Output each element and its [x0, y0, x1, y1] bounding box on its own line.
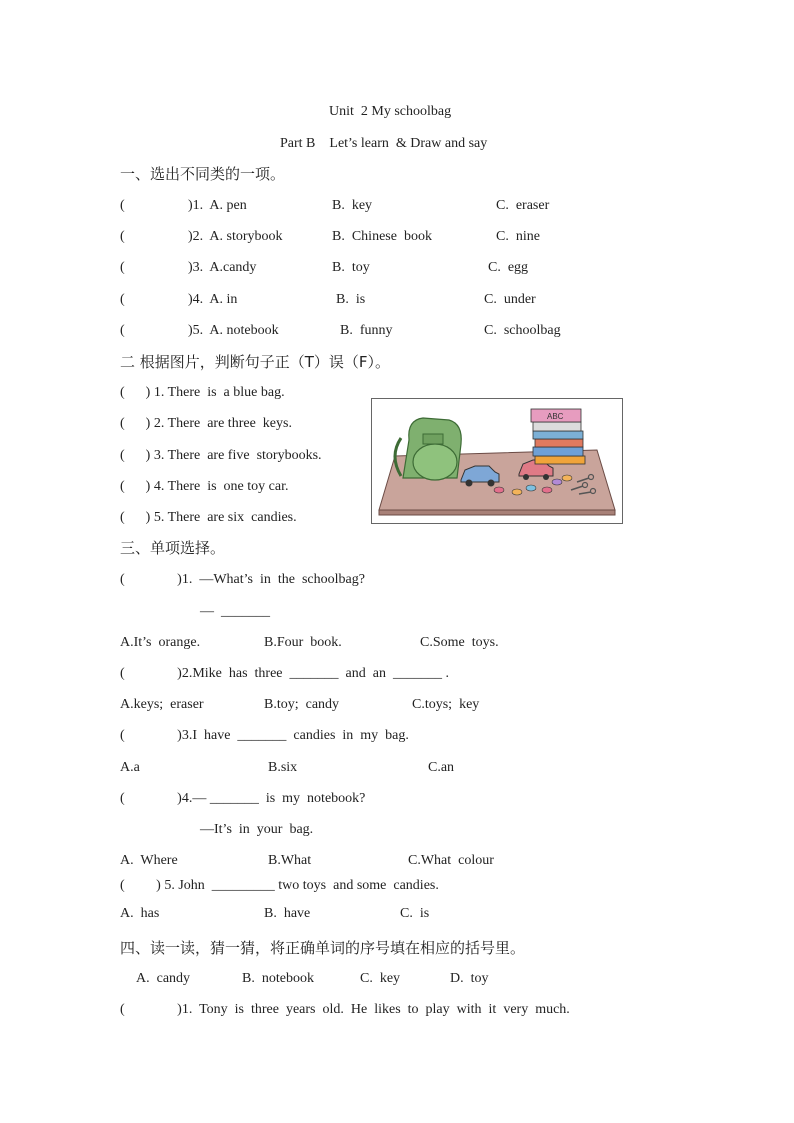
option-b: B. is [336, 292, 366, 307]
book-cover-label: ABC [547, 412, 564, 421]
option-c: C.Some toys. [420, 635, 499, 650]
question-1: ( )1. Tony is three years old. He likes to play with it very much. [120, 1002, 570, 1017]
list-item: ( ) 2. There are three keys. [120, 416, 292, 431]
option-a: )5. A. notebook [188, 323, 279, 338]
list-item: ( ) 1. There is a blue bag. [120, 385, 285, 400]
word-option-c: C. key [360, 971, 401, 986]
page-subtitle: Part B Let’s learn & Draw and say [280, 136, 488, 151]
section4-heading: 四、读一读，猜一猜，将正确单词的序号填在相应的括号里。 [120, 939, 526, 957]
option-b: B. key [332, 198, 373, 213]
list-item: ( ) 4. There is one toy car. [120, 479, 289, 494]
option-a: )2. A. storybook [188, 229, 283, 244]
question-2: ( )2.Mike has three _______ and an _______ . [120, 666, 449, 681]
option-c: C. schoolbag [484, 323, 561, 338]
section2-heading: 二 根据图片，判断句子正（T）误（F）。 [120, 353, 391, 371]
question-1: ( )1. —What’s in the schoolbag? [120, 572, 365, 587]
question-5: ( ) 5. John _________ two toys and some candies. [120, 878, 439, 893]
table-scene-illustration [371, 398, 623, 524]
option-c: C.toys; key [412, 697, 480, 712]
option-a: )3. A.candy [188, 260, 257, 275]
answer-paren: ( [120, 323, 125, 338]
option-b: B.six [268, 760, 298, 775]
question-4: ( )4.— _______ is my notebook? [120, 791, 366, 806]
word-option-b: B. notebook [242, 971, 314, 986]
option-a: A. Where [120, 853, 178, 868]
answer-paren: ( [120, 260, 125, 275]
option-b: B.Four book. [264, 635, 342, 650]
word-option-d: D. toy [450, 971, 489, 986]
option-a: A. has [120, 906, 160, 921]
option-c: C.an [428, 760, 455, 775]
question-3: ( )3.I have _______ candies in my bag. [120, 728, 409, 743]
option-b: B. toy [332, 260, 370, 275]
answer-paren: ( [120, 292, 125, 307]
word-option-a: A. candy [136, 971, 191, 986]
option-c: C. is [400, 906, 430, 921]
option-b: B.What [268, 853, 312, 868]
option-b: B. funny [340, 323, 393, 338]
option-c: C. eraser [496, 198, 550, 213]
option-c: C. nine [496, 229, 540, 244]
option-c: C. under [484, 292, 536, 307]
question-4-answer-line: —It’s in your bag. [200, 822, 314, 837]
option-b: B. Chinese book [332, 229, 432, 244]
section1-heading: 一、选出不同类的一项。 [120, 165, 286, 183]
option-b: B. have [264, 906, 311, 921]
option-c: C. egg [488, 260, 529, 275]
option-a: )4. A. in [188, 292, 238, 307]
list-item: ( ) 5. There are six candies. [120, 510, 297, 525]
page-title: Unit 2 My schoolbag [329, 104, 452, 119]
question-1-answer-line: — _______ [200, 604, 270, 619]
option-a: A.keys; eraser [120, 697, 204, 712]
option-a: A.a [120, 760, 140, 775]
list-item: ( ) 3. There are five storybooks. [120, 448, 322, 463]
option-a: A.It’s orange. [120, 635, 201, 650]
answer-paren: ( [120, 198, 125, 213]
answer-paren: ( [120, 229, 125, 244]
option-b: B.toy; candy [264, 697, 340, 712]
option-c: C.What colour [408, 853, 494, 868]
storybooks-image [531, 409, 585, 464]
section3-heading: 三、单项选择。 [120, 539, 226, 557]
option-a: )1. A. pen [188, 198, 247, 213]
